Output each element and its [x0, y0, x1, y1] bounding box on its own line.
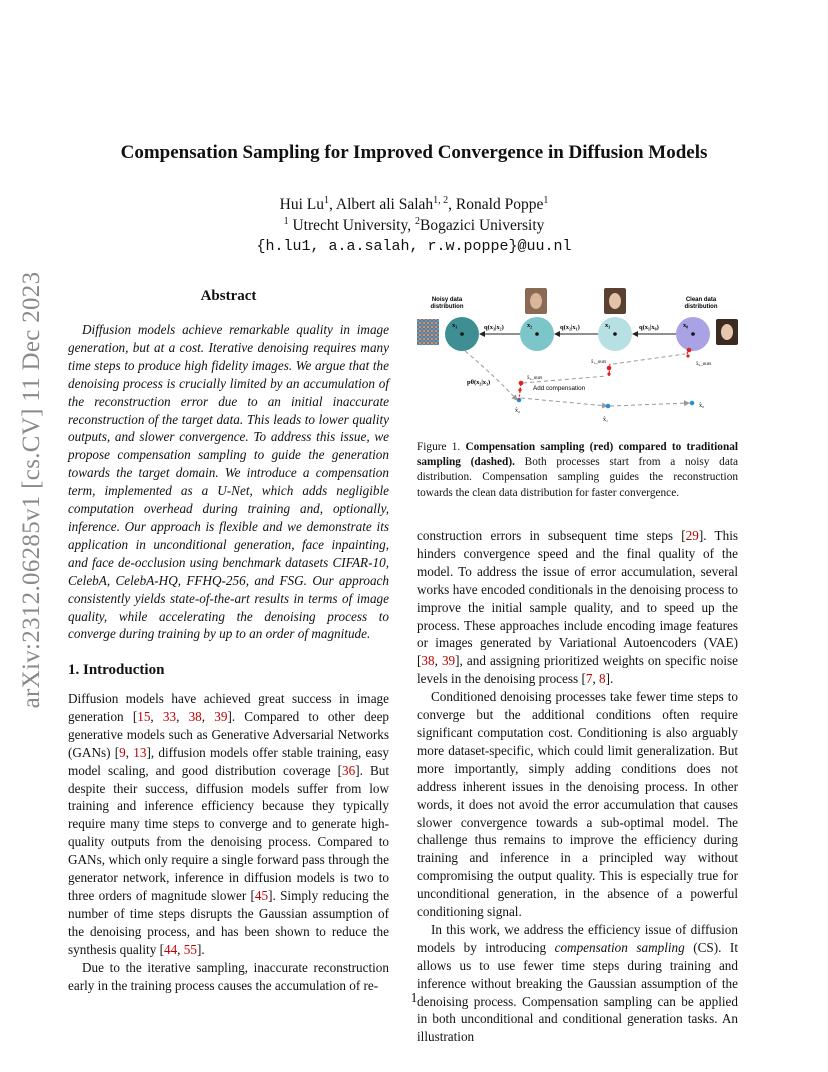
- right-column-text: [417, 527, 738, 1046]
- author-3: , Ronald Poppe: [448, 196, 544, 213]
- caption-bold: Compensation sampling (red) compared to traditional sampling (dashed).: [417, 441, 739, 469]
- abstract-text: [68, 321, 389, 643]
- svg-text:x₀: x₀: [683, 322, 689, 329]
- caption-rest: Both processes start from a noisy data distribution. Compensation sampling guides the reconstruction towards the clean data distribution for faster convergence.: [417, 456, 739, 499]
- author-emails[interactable]: {h.lu1, a.a.salah, r.w.poppe}@uu.nl: [256, 238, 572, 255]
- citation-link[interactable]: 39: [441, 653, 456, 669]
- svg-text:q(x₁|x₀): q(x₁|x₀): [639, 324, 659, 331]
- author-block: [100, 194, 728, 257]
- citation-link[interactable]: 39: [214, 708, 228, 724]
- label-noisy-2: distribution: [430, 304, 464, 310]
- right-paragraph-1: construction errors in subsequent time steps [29]. This hinders convergence speed and the final quality of the model. To address the issue of error accumulation, several works have encoded conditionals in the denoising process to improve the initial sample quality, and to speed up the process. These approaches include encoding image features or images generated by Variational Autoencoders (VAE) [38, 39], and assigning prioritized weights on specific noise levels in the denoising process [7, 8].: [417, 528, 739, 687]
- author-2-affil: 1, 2: [433, 194, 449, 206]
- intro-heading: 1. Introduction: [68, 662, 165, 678]
- author-names: [100, 194, 728, 215]
- intro-paragraph-2: Due to the iterative sampling, inaccurate reconstruction early in the training process causes the accumulation of re-: [68, 959, 389, 993]
- figure-1-diagram: [417, 288, 738, 428]
- author-1-affil: 1: [324, 194, 329, 206]
- svg-text:Add compensation: Add compensation: [533, 385, 586, 392]
- label-clean: Clean data: [685, 297, 717, 303]
- svg-text:pθ(x₂|x₃): pθ(x₂|x₃): [467, 379, 491, 386]
- arxiv-identifier: arXiv:2312.06285v1 [cs.CV] 11 Dec 2023: [18, 271, 45, 709]
- figure-1-caption: [417, 440, 738, 501]
- point-x1-ours: [607, 366, 612, 371]
- svg-text:x̂₂_ours: x̂₂_ours: [527, 376, 543, 381]
- citation-link[interactable]: 33: [162, 708, 177, 724]
- citation-link[interactable]: 44: [163, 941, 178, 957]
- svg-text:x̂₂: x̂₂: [515, 408, 521, 414]
- author-3-affil: 1: [543, 194, 549, 206]
- svg-text:x̂₁_ours: x̂₁_ours: [591, 360, 607, 365]
- svg-text:q(x₂|x₁): q(x₂|x₁): [560, 324, 580, 331]
- affiliations: [100, 215, 728, 236]
- point-x0-ours: [687, 348, 692, 353]
- label-clean-2: distribution: [684, 304, 718, 310]
- citation-link[interactable]: 55: [183, 941, 197, 957]
- affil-1: Utrecht University,: [288, 217, 415, 234]
- abstract-heading: Abstract: [200, 288, 257, 304]
- svg-text:x̂₀: x̂₀: [699, 403, 705, 409]
- citation-link[interactable]: 7: [585, 671, 593, 687]
- term-compensation-sampling: compensation sampling: [554, 939, 685, 955]
- arxiv-sidebar: [10, 271, 54, 709]
- citation-link[interactable]: 29: [685, 528, 699, 543]
- point-x0-hat: [690, 401, 695, 406]
- noise-image: [417, 319, 439, 345]
- intro-paragraph-1: Diffusion models have achieved great success in image generation [15, 33, 38, 39]. Compared to other deep generative models such as Generative Adversarial Networks (GANs) [9, 13], diffusion models offer stable training, easy model scaling, and good distribution coverage [36]. But despite their success, diffusion models suffer from low training and inference efficiency because they typically require many time steps to converge and to generate high-quality outputs from the denoising process. Compared to GANs, which only require a single forward pass through the generator network, inference in diffusion models is two to three orders of magnitude slower [45]. Simply reducing the number of time steps disrupts the Gaussian assumption of the denoising process, and has been shown to reduce the synthesis quality [44, 55].: [68, 691, 390, 957]
- affil-2: Bogazici University: [420, 217, 545, 234]
- citation-link[interactable]: 45: [254, 887, 269, 903]
- abstract-paragraph: Diffusion models achieve remarkable quality in image generation, but at a cost. Iterative denoising requires many time steps to produce high fidelity images. We argue that the denoising process is crucially limited by an accumulation of the reconstruction error due to an initial inaccurate reconstruction of the target data. This leads to lower quality outputs, and slower convergence. To address this issue, we propose compensation sampling to guide the generation towards the target domain. We introduce a compensation term, implemented as a U-Net, which adds negligible computation overhead during training and, optionally, inference. Our approach is flexible and we demonstrate its application in unconditional generation, face inpainting, and face de-occlusion using benchmark datasets CIFAR-10, CelebA, CelebA-HQ, FFHQ-256, and FSG. Our approach consistently yields state-of-the-art results in terms of image quality, while accelerating the denoising process to converge during training by up to an order of magnitude.: [68, 322, 389, 642]
- citation-link[interactable]: 36: [342, 762, 356, 778]
- author-2: , Albert ali Salah: [329, 196, 434, 213]
- citation-link[interactable]: 38: [421, 653, 435, 669]
- point-x2-ours: [519, 381, 524, 386]
- affil-1-mark: 1: [283, 215, 289, 227]
- paper-title: Compensation Sampling for Improved Convergence in Diffusion Models: [120, 142, 708, 163]
- intro-text: [68, 690, 389, 994]
- point-x1-hat: [606, 404, 611, 409]
- right-paragraph-2: Conditioned denoising processes take fewer time steps to converge but the additional conditions often require significant computation cost. Conditioning is also arguably more dataset-specific, which could limit generalization. But more importantly, simply adding conditions does not address inherent issues in the denoising process. In other words, it does not avoid the error accumulation that causes slower convergence towards a sub-optimal model. The challenge thus remains to improve the efficiency during training and inference in a principled way without compromising the output quality. This is especially true for unconditional generation, in the absence of a powerful conditioning signal.: [417, 689, 738, 920]
- svg-text:x₃: x₃: [452, 322, 458, 329]
- svg-text:x₁: x₁: [605, 322, 611, 329]
- label-noisy: Noisy data: [431, 297, 463, 303]
- page-number: 1: [410, 990, 418, 1005]
- caption-label: Figure 1.: [417, 441, 461, 453]
- svg-text:q(x₃|x₂): q(x₃|x₂): [484, 324, 504, 331]
- citation-link[interactable]: 38: [188, 708, 202, 724]
- citation-link[interactable]: 13: [133, 744, 147, 760]
- svg-text:x̂₁: x̂₁: [603, 417, 609, 423]
- citation-link[interactable]: 9: [119, 744, 126, 760]
- author-1: Hui Lu: [279, 196, 324, 213]
- citation-link[interactable]: 15: [137, 708, 151, 724]
- right-paragraph-3: In this work, we address the efficiency issue of diffusion models by introducing compensation sampling (CS). It allows us to use fewer time steps during training and inference without breaking the Gaussian assumption of the denoising process. Compensation sampling can be applied in both unconditional and conditional generation tasks. An illustration: [417, 921, 738, 1045]
- citation-link[interactable]: 8: [599, 671, 606, 687]
- affil-2-mark: 2: [415, 215, 420, 227]
- svg-text:x̂₀_ours: x̂₀_ours: [696, 362, 712, 367]
- svg-text:x₂: x₂: [527, 322, 533, 329]
